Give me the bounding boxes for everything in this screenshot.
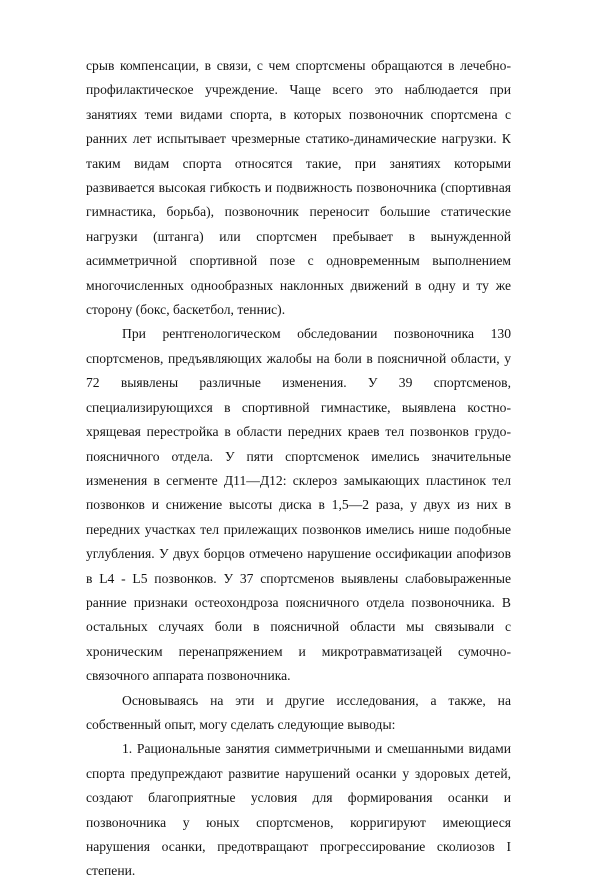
paragraph-xray-findings: При рентгенологическом обследовании позвоночника 130 спортсменов, предъявляющих жалобы на боли в поясничной области, у 72 выявлены различные изменения. У 39 спортсменов, специализирующихся в спортивной гимнастике, выявлена костно-хрящевая перестройка в области передних краев тел позвонков грудо-поясничного отдела. У пяти спортсменок имелись значительные изменения в сегменте Д11—Д12: склероз замыкающих пластинок тел позвонков и снижение высоты диска в 1,5—2 раза, у двух из них в передних участках тел прилежащих позвонков имелись нише подобные углубления. У двух борцов отмечено нарушение оссификации апофизов в L4 - L5 позвонков. У 37 спортсменов выявлены слабовыраженные ранние признаки остеохондроза поясничного отдела позвоночника. В остальных случаях боли в поясничной области мы связывали с хроническим перенапряжением и микротравматизацей сумочно-связочного аппарата позвоночника. [86, 326, 511, 684]
paragraph-conclusions-intro: Основываясь на эти и другие исследования, а также, на собственный опыт, могу сделать следующие выводы: [86, 692, 511, 732]
paragraph-conclusion-1: 1. Рациональные занятия симметричными и смешанными видами спорта предупреждают развитие нарушений осанки у здоровых детей, создают благоприятные условия для формирования осанки и позвоночника у юных спортсменов, корригируют имеющиеся нарушения осанки, предотвращают прогрессирование сколиозов I степени. [86, 741, 511, 879]
body-text [86, 54, 511, 884]
paragraph-continuation: срыв компенсации, в связи, с чем спортсмены обращаются в лечебно-профилактическое учреждение. Чаще всего это наблюдается при занятиях теми видами спорта, в которых позвоночник спортсмена с ранних лет испытывает чрезмерные статико-динамические нагрузки. К таким видам спорта относятся такие, при занятиях которыми развивается высокая гибкость и подвижность позвоночника (спортивная гимнастика, борьба), позвоночник переносит большие статические нагрузки (штанга) или спортсмен пребывает в вынужденной асимметричной спортивной позе с одновременным выполнением многочисленных однообразных наклонных движений в одну и ту же сторону (бокс, баскетбол, теннис). [86, 58, 511, 318]
